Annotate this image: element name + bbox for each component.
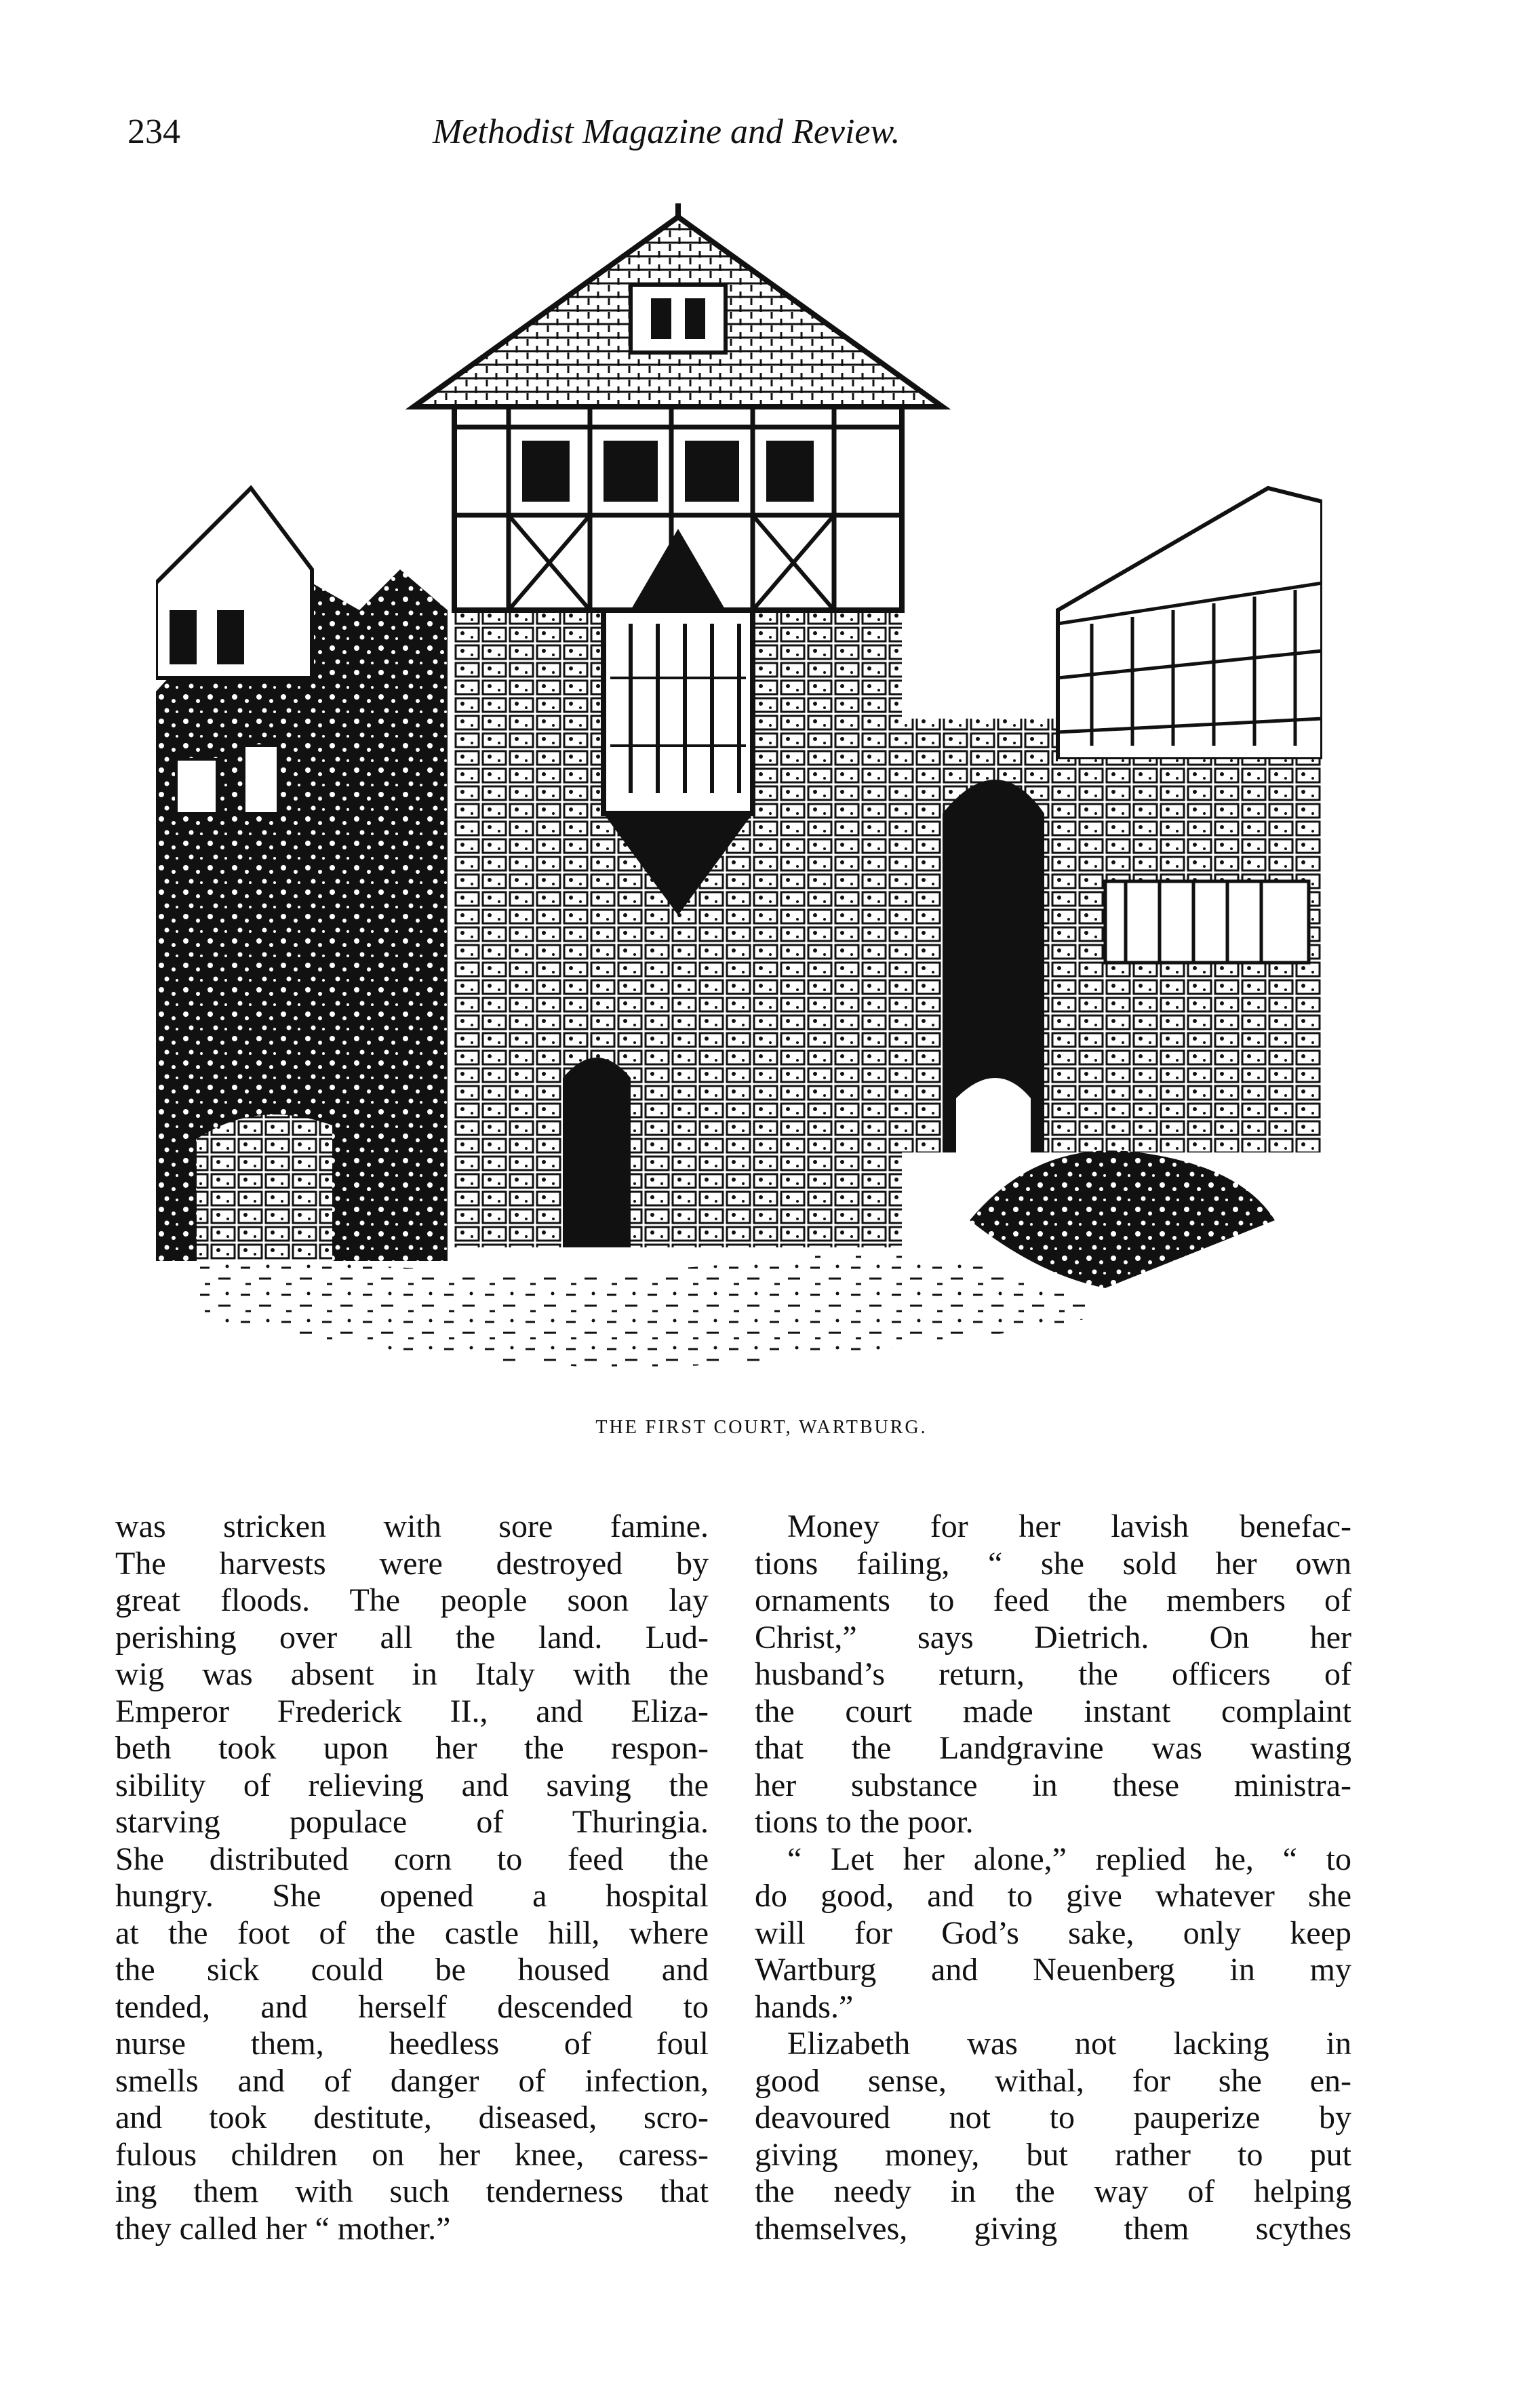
text-line: ing them with such tenderness that <box>115 2173 709 2209</box>
text-line: that the Landgravine was wasting <box>755 1730 1351 1766</box>
text-column-left <box>115 1508 709 2247</box>
page-number: 234 <box>127 113 180 151</box>
text-line: starving populace of Thuringia. <box>115 1804 709 1840</box>
text-line: tions failing, “ she sold her own <box>755 1545 1351 1582</box>
text-line: sibility of relieving and saving the <box>115 1767 709 1803</box>
text-line: Emperor Frederick II., and Eliza- <box>115 1693 709 1729</box>
text-line: giving money, but rather to put <box>755 2136 1351 2173</box>
text-line: nurse them, heedless of foul <box>115 2026 709 2062</box>
text-line: The harvests were destroyed by <box>115 1545 709 1582</box>
text-line: will for God’s sake, only keep <box>755 1914 1351 1951</box>
text-line: tions to the poor. <box>755 1804 974 1840</box>
text-line: Wartburg and Neuenberg in my <box>755 1952 1351 1988</box>
text-line: hands.” <box>755 1988 854 2025</box>
text-line: Christ,” says Dietrich. On her <box>755 1619 1351 1656</box>
text-line: smells and of danger of infection, <box>115 2062 709 2099</box>
text-line: do good, and to give whatever she <box>755 1878 1351 1914</box>
text-line: Elizabeth was not lacking in <box>787 2026 1351 2062</box>
text-line: themselves, giving them scythes <box>755 2210 1351 2247</box>
text-line: her substance in these ministra- <box>755 1767 1351 1803</box>
text-line: “ Let her alone,” replied he, “ to <box>787 1841 1351 1877</box>
figure-caption: THE FIRST COURT, WARTBURG. <box>595 1417 928 1438</box>
text-line: at the foot of the castle hill, where <box>115 1914 709 1951</box>
wartburg-court-engraving <box>156 203 1322 1424</box>
text-line: was stricken with sore famine. <box>115 1508 709 1544</box>
text-line: beth took upon her the respon- <box>115 1730 709 1766</box>
text-line: husband’s return, the officers of <box>755 1656 1351 1692</box>
text-line: the court made instant complaint <box>755 1693 1351 1729</box>
text-column-right <box>755 1508 1351 2247</box>
text-line: they called her “ mother.” <box>115 2210 451 2247</box>
text-line: the needy in the way of helping <box>755 2173 1351 2209</box>
text-line: Money for her lavish benefac- <box>787 1508 1351 1544</box>
text-line: good sense, withal, for she en- <box>755 2062 1351 2099</box>
text-line: ornaments to feed the members of <box>755 1582 1351 1618</box>
text-line: deavoured not to pauperize by <box>755 2100 1351 2135</box>
text-line: great floods. The people soon lay <box>115 1582 709 1618</box>
text-line: perishing over all the land. Lud- <box>115 1619 709 1656</box>
text-line: tended, and herself descended to <box>115 1988 709 2025</box>
text-line: fulous children on her knee, caress- <box>115 2136 709 2173</box>
running-header <box>127 112 1307 159</box>
text-line: the sick could be housed and <box>115 1952 709 1988</box>
text-line: hungry. She opened a hospital <box>115 1878 709 1914</box>
text-line: wig was absent in Italy with the <box>115 1656 709 1692</box>
running-title: Methodist Magazine and Review. <box>433 113 901 151</box>
text-line: She distributed corn to feed the <box>115 1841 709 1877</box>
text-line: and took destitute, diseased, scro- <box>115 2100 709 2135</box>
